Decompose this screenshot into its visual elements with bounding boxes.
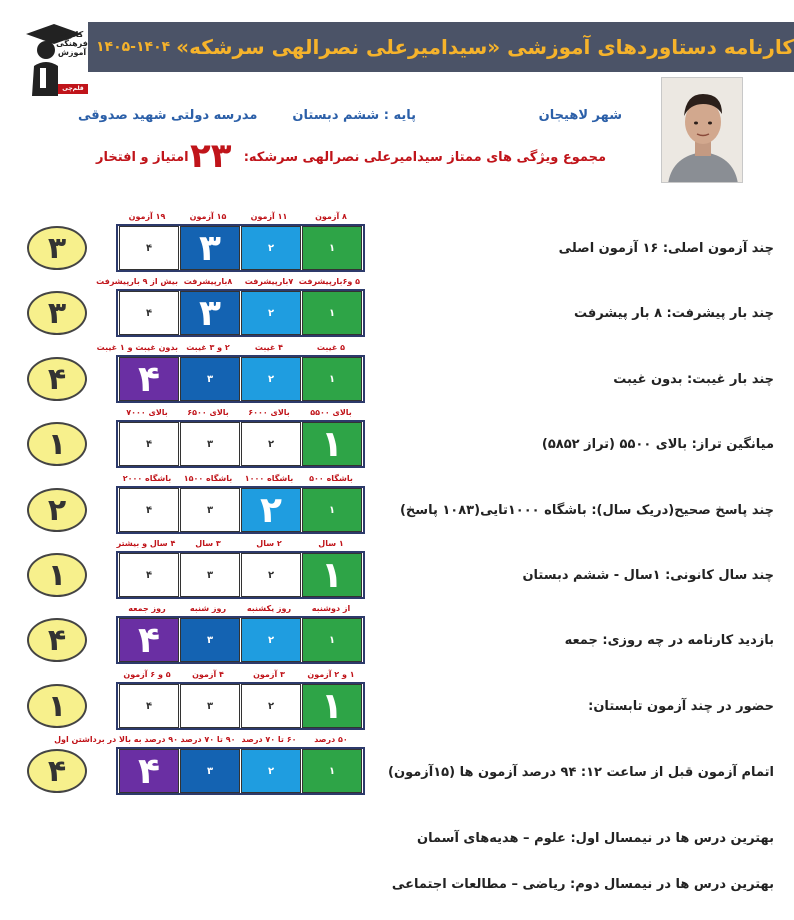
column-header: ۳ آزمون xyxy=(253,670,285,679)
level-cell: ۱ xyxy=(302,291,362,335)
column-header: ۵۰ درصد xyxy=(314,735,348,744)
level-cell-selected: ۴ xyxy=(119,749,179,793)
level-cell: ۱ xyxy=(302,749,362,793)
student-city: شهر لاهیجان xyxy=(538,108,622,123)
column-header: ۴ آزمون xyxy=(192,670,224,679)
score-badge: ۱ xyxy=(27,422,87,466)
criterion-label: چند پاسخ صحیح(دریک سال): باشگاه ۱۰۰۰تایی(۱۰۸۳ پاسخ) xyxy=(399,503,774,518)
column-header: ۱ سال xyxy=(318,539,344,548)
column-header: ۸بار‌پیشرفت xyxy=(183,277,233,286)
level-cell-selected: ۳ xyxy=(180,226,240,270)
level-cell: ۲ xyxy=(241,553,301,597)
student-school: مدرسه دولتی شهید صدوقی xyxy=(78,108,258,123)
criterion-label: چند آزمون اصلی: ۱۶ آزمون اصلی xyxy=(558,241,774,256)
column-header: ۶۰ تا ۷۰ درصد xyxy=(241,735,297,744)
level-cell: ۴ xyxy=(119,422,179,466)
criterion-label: اتمام آزمون قبل از ساعت ۱۲: ۹۴ درصد آزمون ها (۱۵آزمون) xyxy=(388,765,774,780)
score-badge: ۱ xyxy=(27,684,87,728)
level-cell: ۴ xyxy=(119,488,179,532)
column-header: از دوشنبه xyxy=(311,604,351,613)
score-badge: ۴ xyxy=(27,618,87,662)
academic-year: ۱۴۰۵-۱۴۰۴ xyxy=(96,39,171,55)
level-cell: ۲ xyxy=(241,226,301,270)
criterion-label: حضور در چند آزمون تابستان: xyxy=(588,699,774,714)
level-cell-selected: ۱ xyxy=(302,422,362,466)
column-header: روز یکشنبه xyxy=(246,604,292,613)
report-title: کارنامه دستاوردهای آموزشی «سیدامیرعلی نصرالهی سرشکه» xyxy=(176,35,794,59)
student-photo xyxy=(661,77,743,183)
level-cell: ۴ xyxy=(119,226,179,270)
level-cell: ۳ xyxy=(180,684,240,728)
level-cell-selected: ۱ xyxy=(302,553,362,597)
level-cell: ۳ xyxy=(180,553,240,597)
level-cell: ۳ xyxy=(180,749,240,793)
best-subjects-first-term: بهترین درس ها در نیمسال اول: علوم – هدیه‌های آسمان xyxy=(416,831,774,846)
level-cell-selected: ۱ xyxy=(302,684,362,728)
logo-tag: قلم‌چی xyxy=(58,84,88,94)
level-cell: ۲ xyxy=(241,618,301,662)
level-cell: ۳ xyxy=(180,357,240,401)
column-header: بالای ۶۰۰۰ xyxy=(248,408,290,417)
level-cell: ۱ xyxy=(302,357,362,401)
column-header: ۲ و ۳ غیبت xyxy=(186,343,230,352)
column-header: ۴ غیبت xyxy=(254,343,284,352)
level-cell: ۱ xyxy=(302,618,362,662)
score-badge: ۳ xyxy=(27,291,87,335)
level-cell-selected: ۴ xyxy=(119,618,179,662)
level-cell-selected: ۳ xyxy=(180,291,240,335)
title-bar xyxy=(88,22,794,72)
level-cell-selected: ۴ xyxy=(119,357,179,401)
level-cell-selected: ۲ xyxy=(241,488,301,532)
score-badge: ۴ xyxy=(27,357,87,401)
column-header: ۲ سال xyxy=(256,539,282,548)
level-cell: ۲ xyxy=(241,749,301,793)
logo-line: کانون xyxy=(60,30,84,39)
student-grade: پایه : ششم دبستان xyxy=(292,108,416,123)
level-cell: ۴ xyxy=(119,553,179,597)
best-subjects-second-term: بهترین درس ها در نیمسال دوم: ریاضی – مطالعات اجتماعی xyxy=(391,877,774,892)
column-header: ۹۰ درصد به بالا در برداشتن اول xyxy=(54,735,178,744)
column-header: ۵ و ۶ آزمون xyxy=(123,670,171,679)
logo-caption xyxy=(52,30,92,57)
column-header: ۸ آزمون xyxy=(315,212,347,221)
criterion-label: چند بار غیبت: بدون غیبت xyxy=(613,372,774,387)
column-header: باشگاه ۵۰۰ xyxy=(309,474,353,483)
criterion-label: میانگین تراز: بالای ۵۵۰۰ (تراز ۵۸۵۲) xyxy=(541,437,774,452)
column-header: بالای ۷۰۰۰ xyxy=(126,408,168,417)
criterion-label: بازدید کارنامه در چه روزی: جمعه xyxy=(564,633,774,648)
level-cell: ۲ xyxy=(241,684,301,728)
score-badge: ۴ xyxy=(27,749,87,793)
level-cell: ۳ xyxy=(180,618,240,662)
total-suffix: امتیاز و افتخار xyxy=(96,150,189,165)
criterion-label: چند بار پیشرفت: ۸ بار پیشرفت xyxy=(573,306,774,321)
level-cell: ۳ xyxy=(180,422,240,466)
logo-line: فرهنگی xyxy=(56,39,88,48)
column-header: روز جمعه xyxy=(128,604,166,613)
column-header: ۱۱ آزمون xyxy=(250,212,288,221)
column-header: ۱۵ آزمون xyxy=(189,212,227,221)
column-header: ۳ سال xyxy=(195,539,221,548)
criterion-label: چند سال کانونی: ۱سال - ششم دبستان xyxy=(522,568,774,583)
column-header: بالای ۵۵۰۰ xyxy=(310,408,352,417)
column-header: روز شنبه xyxy=(189,604,227,613)
column-header: بالای ۶۵۰۰ xyxy=(187,408,229,417)
level-cell: ۱ xyxy=(302,226,362,270)
column-header: ۱۹ آزمون xyxy=(128,212,166,221)
logo-line: آموزش xyxy=(57,48,87,57)
column-header: ۴ سال و بیشتر xyxy=(116,539,176,548)
column-header: بدون غیبت و ۱ غیبت xyxy=(96,343,178,352)
column-header: باشگاه ۲۰۰۰ xyxy=(122,474,172,483)
score-badge: ۲ xyxy=(27,488,87,532)
summary-label: مجموع ویژگی های ممتاز سیدامیرعلی نصرالهی سرشکه: xyxy=(243,150,606,165)
column-header: ۵ غیبت xyxy=(316,343,346,352)
score-badge: ۱ xyxy=(27,553,87,597)
column-header: ۱ و ۲ آزمون xyxy=(307,670,355,679)
total-score: ۲۳ xyxy=(190,136,232,176)
column-header: ۹۰ تا ۷۰ درصد xyxy=(180,735,236,744)
column-header: ۷بار‌پیشرفت xyxy=(244,277,294,286)
column-header: باشگاه ۱۰۰۰ xyxy=(244,474,294,483)
level-cell: ۲ xyxy=(241,357,301,401)
column-header: باشگاه ۱۵۰۰ xyxy=(183,474,233,483)
level-cell: ۱ xyxy=(302,488,362,532)
level-cell: ۲ xyxy=(241,422,301,466)
column-header: ۵ و۶بار‌پیشرفت xyxy=(298,277,360,286)
student-portrait-icon xyxy=(662,78,743,183)
score-badge: ۳ xyxy=(27,226,87,270)
column-header: بیش از ۹ بار‌پیشرفت xyxy=(96,277,178,286)
level-cell: ۴ xyxy=(119,291,179,335)
level-cell: ۴ xyxy=(119,684,179,728)
level-cell: ۲ xyxy=(241,291,301,335)
level-cell: ۳ xyxy=(180,488,240,532)
